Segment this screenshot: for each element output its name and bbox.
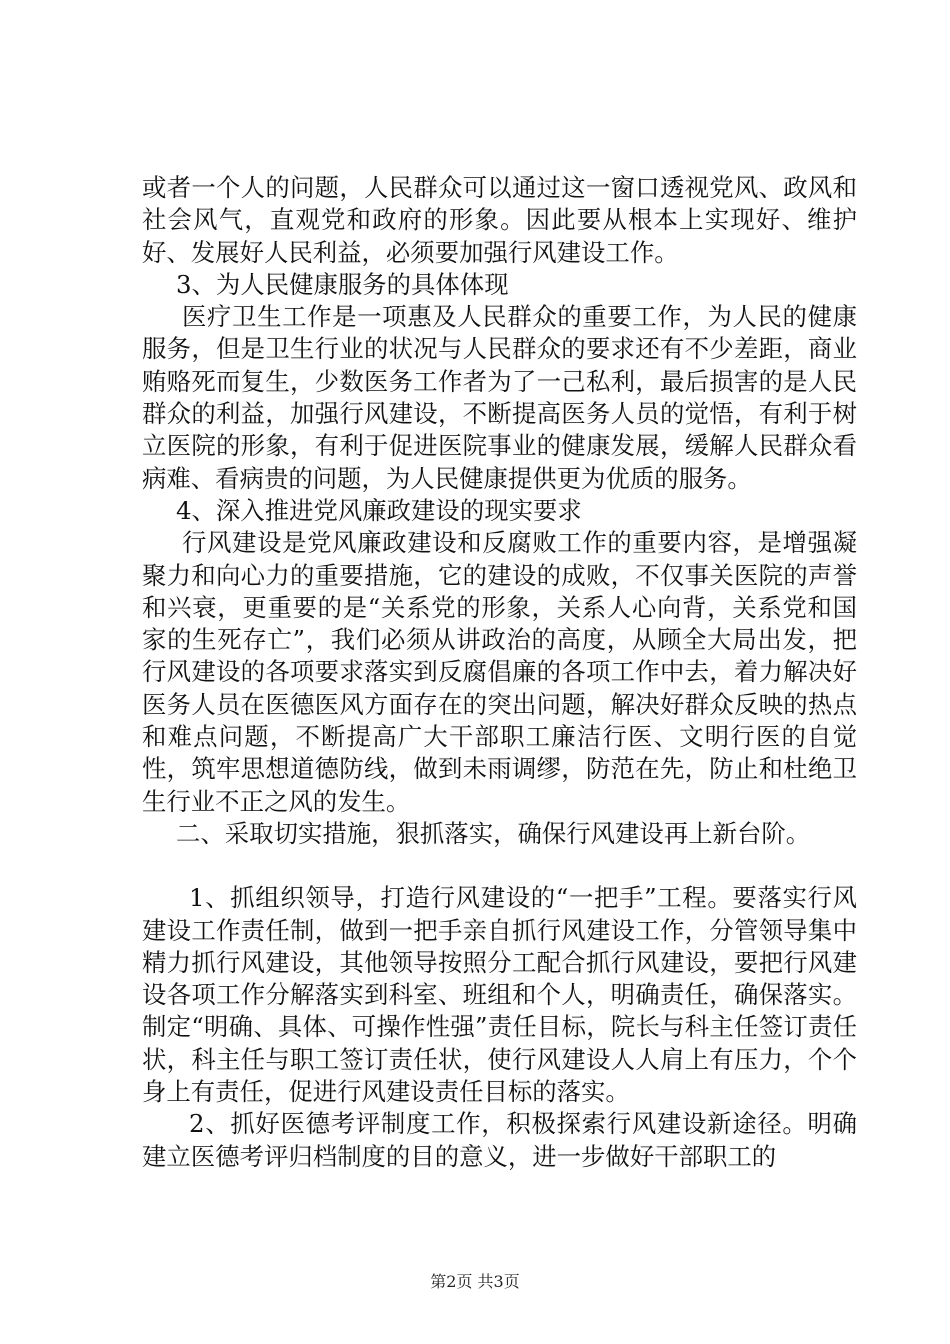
paragraph-organization-leadership: 1、抓组织领导，打造行风建设的“一把手”工程。要落实行风建设工作责任制，做到一把手亲自抓行风建设工作，分管领导集中精力抓行风建设，其他领导按照分工配合抓行风建设，要把行风建设各项工作分解落实到科室、班组和个人，明确责任，确保落实。制定“明确、具体、可操作性强”责任目标，院长与科主任签订责任状，科主任与职工签订责任状，使行风建设人人肩上有压力，个个身上有责任，促进行风建设责任目标的落实。 bbox=[142, 883, 857, 1107]
paragraph-continuation: 或者一个人的问题，人民群众可以通过这一窗口透视党风、政风和社会风气，直观党和政府的形象。因此要从根本上实现好、维护好、发展好人民利益，必须要加强行风建设工作。 bbox=[142, 173, 857, 267]
section-heading-3: 3、为人民健康服务的具体体现 bbox=[176, 269, 509, 299]
document-body bbox=[142, 172, 857, 1173]
section-heading-4: 4、深入推进党风廉政建设的现实要求 bbox=[176, 495, 582, 525]
paragraph-ethics-evaluation: 2、抓好医德考评制度工作，积极探索行风建设新途径。明确建立医德考评归档制度的目的意义，进一步做好干部职工的 bbox=[142, 1109, 857, 1171]
paragraph-party-integrity: 行风建设是党风廉政建设和反腐败工作的重要内容，是增强凝聚力和向心力的重要措施，它的建设的成败，不仅事关医院的声誉和兴衰，更重要的是“关系党的形象，关系人心向背，关系党和国家的生死存亡”，我们必须从讲政治的高度，从顾全大局出发，把行风建设的各项要求落实到反腐倡廉的各项工作中去，着力解决好医务人员在医德医风方面存在的突出问题，解决好群众反映的热点和难点问题，不断提高广大干部职工廉洁行医、文明行医的自觉性，筑牢思想道德防线，做到未雨调缪，防范在先，防止和杜绝卫生行业不正之风的发生。 bbox=[142, 528, 857, 816]
page-number-footer: 第2页 共3页 bbox=[430, 1272, 520, 1291]
section-heading-two: 二、采取切实措施，狠抓落实，确保行风建设再上新台阶。 bbox=[176, 818, 811, 848]
paragraph-health-service: 医疗卫生工作是一项惠及人民群众的重要工作，为人民的健康服务，但是卫生行业的状况与人民群众的要求还有不少差距，商业贿赂死而复生，少数医务工作者为了一己私利，最后损害的是人民群众的利益，加强行风建设，不断提高医务人员的觉悟，有利于树立医院的形象，有利于促进医院事业的健康发展，缓解人民群众看病难、看病贵的问题，为人民健康提供更为优质的服务。 bbox=[142, 302, 857, 493]
